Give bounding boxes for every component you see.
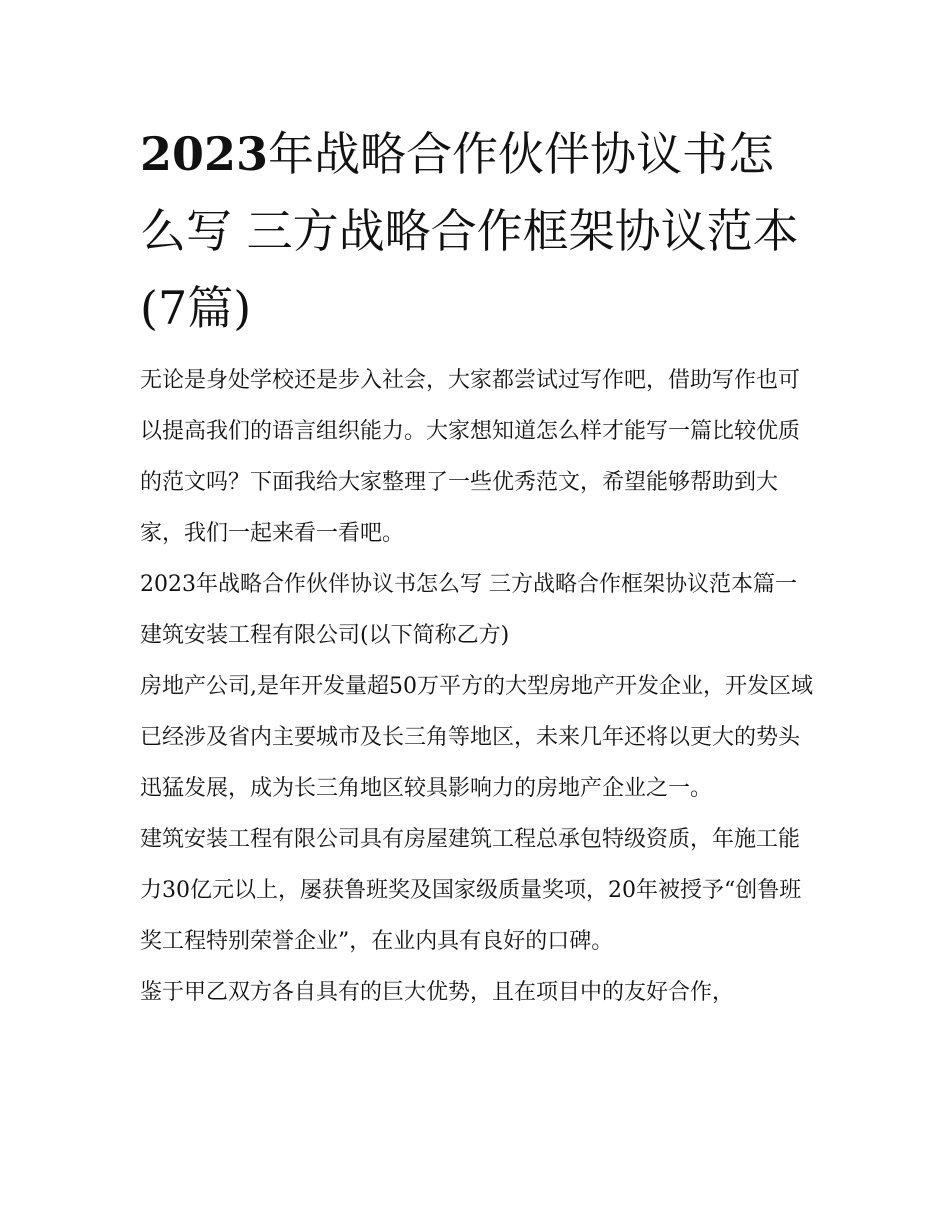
title-year: 2023 bbox=[140, 127, 269, 181]
document-title bbox=[140, 116, 820, 347]
paragraph-party-b: 建筑安装工程有限公司具有房屋建筑工程总承包特级资质，年施工能力30亿元以上，屡获鲁班奖及国家级质量奖项，20年被授予“创鲁班奖工程特别荣誉企业”，在业内具有良好的口碑。 bbox=[140, 827, 802, 954]
paragraph-section-heading: 2023年战略合作伙伴协议书怎么写 三方战略合作框架协议范本篇一 建筑安装工程有限公司(以下简称乙方) bbox=[140, 572, 797, 648]
title-text: 年战略合作伙伴协议书怎么写 三方战略合作框架协议范本(7篇) bbox=[140, 127, 799, 335]
paragraph-party-a: 房地产公司,是年开发量超50万平方的大型房地产开发企业，开发区域已经涉及省内主要城市及长三角等地区，未来几年还将以更大的势头迅猛发展，成为长三角地区较具影响力的房地产企业之一。 bbox=[140, 674, 813, 801]
paragraph-cooperation: 鉴于甲乙双方各自具有的巨大优势，且在项目中的友好合作， bbox=[140, 980, 735, 1005]
document-body bbox=[140, 355, 820, 1018]
paragraph-intro: 无论是身处学校还是步入社会，大家都尝试过写作吧，借助写作也可以提高我们的语言组织能力。大家想知道怎么样才能写一篇比较优质的范文吗？下面我给大家整理了一些优秀范文，希望能够帮助到大家，我们一起来看一看吧。 bbox=[140, 368, 801, 546]
